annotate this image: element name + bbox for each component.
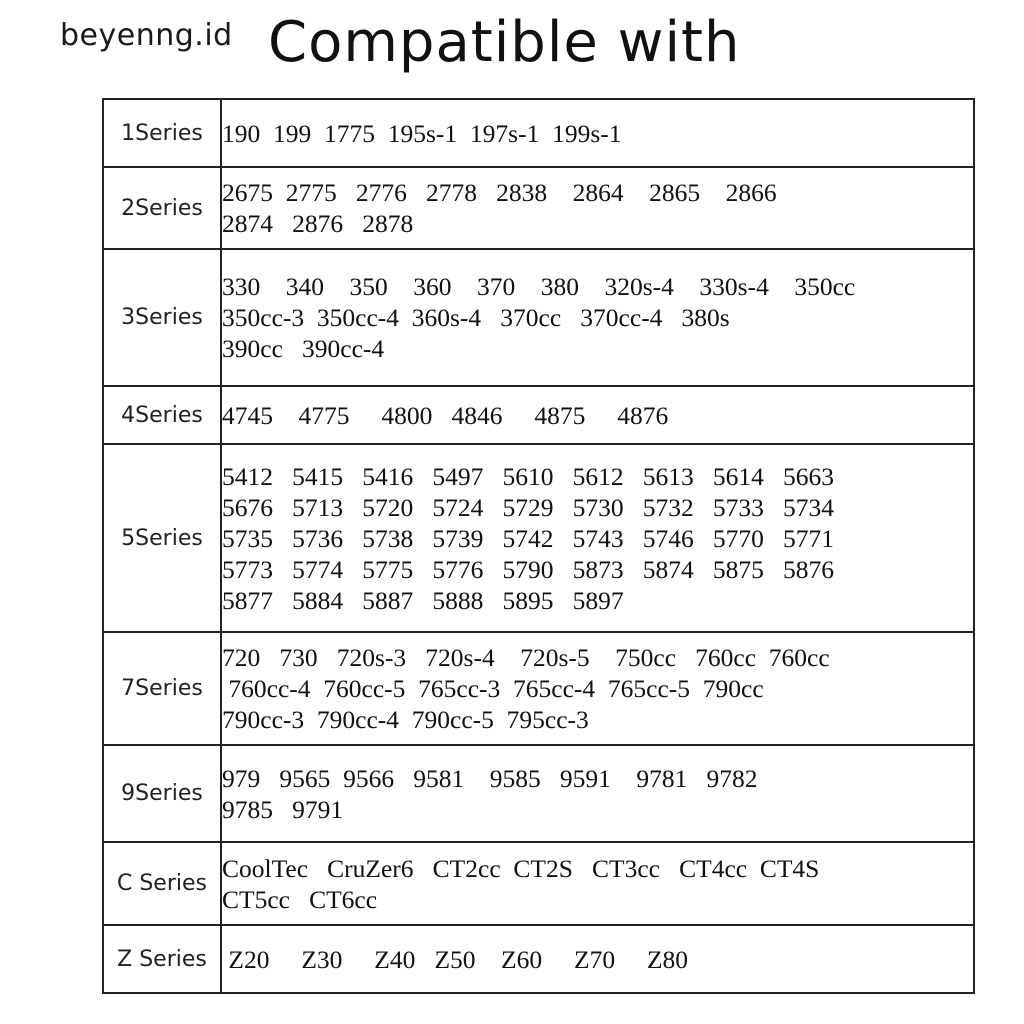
- model-line: 760cc-4 760cc-5 765cc-3 765cc-4 765cc-5 790cc: [222, 674, 764, 703]
- table-row: [103, 249, 974, 386]
- model-line: 4745 4775 4800 4846 4875 4876: [222, 400, 669, 430]
- model-line: 979 9565 9566 9581 9585 9591 9781 9782: [222, 763, 758, 793]
- model-line: 330 340 350 360 370 380 320s-4 330s-4 350cc: [222, 272, 856, 301]
- table-row: [103, 167, 974, 249]
- model-line: Z20 Z30 Z40 Z50 Z60 Z70 Z80: [222, 944, 689, 974]
- model-line: 2675 2775 2776 2778 2838 2864 2865 2866: [222, 178, 777, 207]
- watermark-text: beyenng.id: [60, 18, 233, 53]
- table-row: [103, 386, 974, 444]
- compatibility-table: [102, 98, 975, 994]
- model-line: 790cc-3 790cc-4 790cc-5 795cc-3: [222, 705, 589, 734]
- model-list: [221, 745, 974, 842]
- table-row: [103, 925, 974, 993]
- model-list: [221, 632, 974, 745]
- model-list: [221, 99, 974, 167]
- model-line: 9785 9791: [222, 794, 344, 824]
- model-line: 720 730 720s-3 720s-4 720s-5 750cc 760cc 760cc: [222, 643, 830, 672]
- table-row: [103, 842, 974, 925]
- model-list: [221, 925, 974, 993]
- model-line: 5877 5884 5887 5888 5895 5897: [222, 585, 624, 615]
- model-line: 190 199 1775 195s-1 197s-1 199s-1: [222, 118, 622, 148]
- series-label: 2Series: [103, 167, 221, 249]
- model-line: 5735 5736 5738 5739 5742 5743 5746 5770 5771: [222, 523, 834, 553]
- series-label: 4Series: [103, 386, 221, 444]
- model-line: 2874 2876 2878: [222, 209, 414, 238]
- series-label: 9Series: [103, 745, 221, 842]
- series-label: 3Series: [103, 249, 221, 386]
- series-label: 5Series: [103, 444, 221, 632]
- model-line: 5676 5713 5720 5724 5729 5730 5732 5733 5734: [222, 492, 834, 522]
- table-row: [103, 745, 974, 842]
- series-label: C Series: [103, 842, 221, 925]
- series-label: 7Series: [103, 632, 221, 745]
- series-label: Z Series: [103, 925, 221, 993]
- model-list: [221, 386, 974, 444]
- model-line: CT5cc CT6cc: [222, 884, 378, 914]
- model-list: [221, 842, 974, 925]
- table-row: [103, 444, 974, 632]
- model-list: [221, 249, 974, 386]
- model-line: 5412 5415 5416 5497 5610 5612 5613 5614 5663: [222, 461, 834, 491]
- page-title: Compatible with: [268, 10, 741, 75]
- table-row: [103, 99, 974, 167]
- model-list: [221, 167, 974, 249]
- model-line: 390cc 390cc-4: [222, 334, 385, 363]
- model-list: [221, 444, 974, 632]
- model-line: CoolTec CruZer6 CT2cc CT2S CT3cc CT4cc CT4S: [222, 853, 820, 883]
- series-label: 1Series: [103, 99, 221, 167]
- table-row: [103, 632, 974, 745]
- model-line: 5773 5774 5775 5776 5790 5873 5874 5875 5876: [222, 554, 834, 584]
- model-line: 350cc-3 350cc-4 360s-4 370cc 370cc-4 380s: [222, 303, 730, 332]
